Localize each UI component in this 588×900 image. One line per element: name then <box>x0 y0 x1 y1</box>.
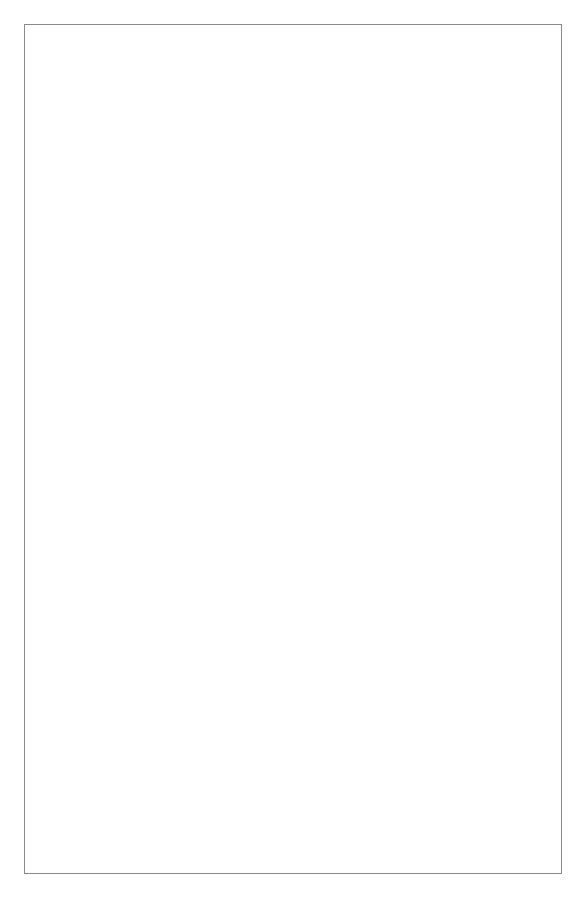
page-border <box>24 24 562 874</box>
